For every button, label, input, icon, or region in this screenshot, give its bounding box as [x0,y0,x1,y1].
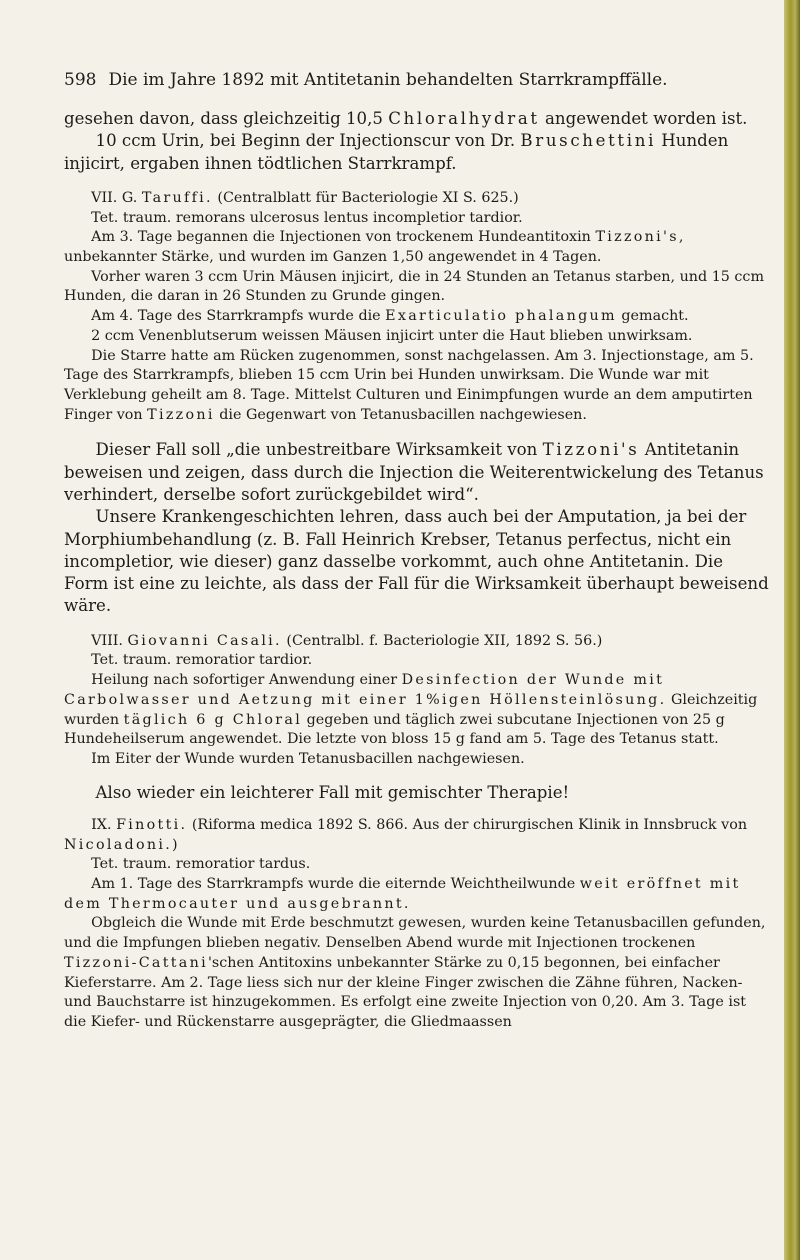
case-9 [64,816,769,1033]
case-9-heading: IX. Finotti. (Riforma medica 1892 S. 866. Aus der chirurgischen Klinik in Innsbruck von Nicoladoni.) [64,816,748,853]
case-8 [64,632,769,770]
discussion-2-paragraph-1: Also wieder ein leichterer Fall mit gemischter Therapie! [95,782,570,802]
case-7-heading: VII. G. Taruffi. (Centralblatt für Bacteriologie XI S. 625.) [91,189,519,206]
book-page [64,70,769,1033]
case-7 [64,189,769,425]
paragraph-continuation: gesehen davon, dass gleichzeitig 10,5 Chloralhydrat angewendet worden ist. [64,109,748,128]
paragraph-urine-injection: 10 ccm Urin, bei Beginn der Injectionscur von Dr. Bruschettini Hunden injicirt, ergaben ihnen tödtlichen Starrkrampf. [64,131,729,173]
running-header [64,70,769,90]
case-9-diagnosis: Tet. traum. remoratior tardus. [91,856,311,873]
page-edge-binding [784,0,800,1260]
case-9-paragraph-2: Obgleich die Wunde mit Erde beschmutzt gewesen, wurden keine Tetanusbacillen gefunden, und die Impfungen blieben negativ. Denselben Abend wurde mit Injectionen trockenen Tizzoni-Cattani'schen Antitoxins unbekannter Stärke zu 0,15 begonnen, bei einfacher Kieferstarre. Am 2. Tage liess sich nur der kleine Finger zwischen die Zähne führen, Nacken- und Bauchstarre ist hinzugekommen. Es erfolgt eine zweite Injection von 0,20. Am 3. Tage ist die Kiefer- und Rückenstarre ausgeprägter, die Gliedmaassen [64,915,766,1030]
case-8-paragraph-1: Heilung nach sofortiger Anwendung einer Desinfection der Wunde mit Carbolwasser und Aetzung mit einer 1%igen Höllensteinlösung. Gleichzeitig wurden täglich 6 g Chloral gegeben und täglich zwei subcutane Injectionen von 25 g Hundeheilserum angewendet. Die letzte von bloss 15 g fand am 5. Tage des Tetanus statt. [64,672,758,748]
case-9-paragraph-1: Am 1. Tage des Starrkrampfs wurde die eiternde Weichtheilwunde weit eröffnet mit dem Thermocauter und ausgebrannt. [64,876,741,912]
discussion-1-paragraph-1: Dieser Fall soll „die unbestreitbare Wirksamkeit von Tizzoni's Antitetanin beweisen und zeigen, dass durch die Injection die Weiterentwickelung des Tetanus verhindert, derselbe sofort zurückgebildet wird“. [64,440,764,504]
case-8-paragraph-2: Im Eiter der Wunde wurden Tetanusbacillen nachgewiesen. [91,750,525,767]
case-8-heading: VIII. Giovanni Casali. (Centralbl. f. Bacteriologie XII, 1892 S. 56.) [91,632,603,649]
discussion-1-paragraph-2: Unsere Krankengeschichten lehren, dass auch bei der Amputation, ja bei der Morphiumbehandlung (z. B. Fall Heinrich Krebser, Tetanus perfectus, nicht ein incompletior, wie dieser) ganz dasselbe vorkommt, auch ohne Antitetanin. Die Form ist eine zu leichte, als dass der Fall für die Wirksamkeit überhaupt beweisend wäre. [64,507,769,616]
case-7-paragraph-5: Die Starre hatte am Rücken zugenommen, sonst nachgelassen. Am 3. Injectionstage, am 5. Tage des Starrkrampfs, blieben 15 ccm Urin bei Hunden unwirksam. Die Wunde war mit Verklebung geheilt am 8. Tage. Mittelst Culturen und Einimpfungen wurde an dem amputirten Finger von Tizzoni die Gegenwart von Tetanusbacillen nachgewiesen. [64,347,754,423]
case-7-paragraph-1: Am 3. Tage begannen die Injectionen von trockenem Hundeantitoxin Tizzoni's, unbekannter Stärke, und wurden im Ganzen 1,50 angewendet in 4 Tagen. [64,229,684,265]
case-8-diagnosis: Tet. traum. remoratior tardior. [91,652,313,669]
case-7-paragraph-2: Vorher waren 3 ccm Urin Mäusen injicirt, die in 24 Stunden an Tetanus starben, und 15 ccm Hunden, die daran in 26 Stunden zu Grunde gingen. [64,268,764,305]
case-7-paragraph-4: 2 ccm Venenblutserum weissen Mäusen injicirt unter die Haut blieben unwirksam. [91,327,693,344]
discussion-2 [64,782,769,804]
case-7-diagnosis: Tet. traum. remorans ulcerosus lentus incompletior tardior. [91,209,523,226]
case-7-paragraph-3: Am 4. Tage des Starrkrampfs wurde die Exarticulatio phalangum gemacht. [91,308,689,325]
page-number: 598 [64,70,97,90]
discussion-1 [64,439,769,617]
running-title: Die im Jahre 1892 mit Antitetanin behandelten Starrkrampffälle. [108,70,668,90]
